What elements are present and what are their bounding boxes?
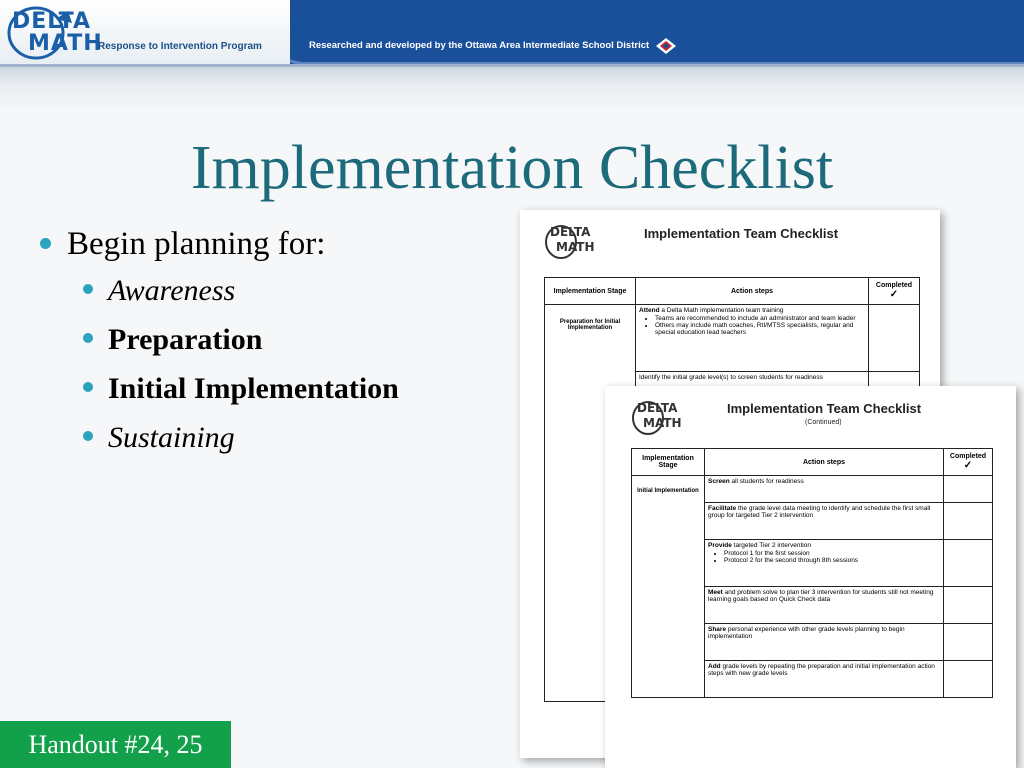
step-sublist (718, 550, 940, 564)
step-verb: Screen (708, 478, 730, 485)
bullet-main-text: Begin planning for: (67, 226, 326, 262)
step-text: a Delta Math implementation team training (661, 307, 784, 314)
step-text: the grade level data meeting to identify and schedule the first small group for targeted Tier 2 intervention (708, 505, 931, 519)
doc-logo-line2: MATH (643, 416, 682, 430)
step-cell (705, 587, 944, 624)
doc-logo-line1: DELTA (550, 225, 591, 239)
col-steps: Action steps (636, 278, 869, 305)
step-verb: Share (708, 626, 727, 633)
col-stage: Implementation Stage (545, 278, 636, 305)
step-subitem: • Others may include math coaches, RtI/MTSS specialists, regular and special education lead teachers (655, 322, 865, 336)
doc-logo (544, 222, 596, 262)
bullet-dot (40, 238, 51, 249)
doc-subtitle: (Continued) (805, 419, 842, 426)
bullet-main (38, 222, 508, 266)
step-verb: Attend (639, 307, 660, 314)
completed-cell (944, 476, 993, 503)
step-cell (705, 540, 944, 587)
step-cell (705, 476, 944, 503)
step-text: personal experience with other grade levels planning to begin implementation (708, 626, 905, 640)
step-subitem: • Teams are recommended to include an administrator and team leader (655, 315, 865, 322)
col-completed (944, 449, 993, 476)
bullet-item-text: Initial Implementation (108, 372, 399, 405)
col-steps: Action steps (705, 449, 944, 476)
bullet-item-preparation (38, 315, 508, 364)
bullet-item-text: Sustaining (108, 421, 235, 454)
bullet-dot (83, 431, 93, 441)
step-cell (705, 503, 944, 540)
handout-badge: Handout #24, 25 (0, 721, 231, 768)
slide-title: Implementation Checklist (190, 134, 834, 202)
col-completed-label: Completed (875, 282, 913, 289)
bullet-item-text: Preparation (108, 323, 263, 356)
col-stage: Implementation Stage (632, 449, 705, 476)
bullet-item-text: Awareness (108, 274, 236, 307)
step-verb: Facilitate (708, 505, 737, 512)
logo-area (0, 0, 290, 64)
step-text: all students for readiness (731, 478, 804, 485)
bullet-dot (83, 382, 93, 392)
step-verb: Meet (708, 589, 723, 596)
step-subitem: • Protocol 2 for the second through 8th sessions (724, 557, 940, 564)
step-verb: Add (708, 663, 721, 670)
completed-cell (944, 661, 993, 698)
step-verb: Provide (708, 542, 732, 549)
step-cell (636, 305, 869, 372)
checkmark-icon: ✓ (963, 460, 973, 471)
step-cell (705, 661, 944, 698)
step-text: Identify the initial grade level(s) to screen students for readiness (639, 374, 823, 381)
doc-logo-line1: DELTA (637, 401, 678, 415)
doc-title: Implementation Team Checklist (727, 401, 922, 416)
bullet-item-sustaining (38, 413, 508, 462)
completed-cell (944, 503, 993, 540)
bullet-list (38, 222, 508, 462)
doc-title: Implementation Team Checklist (644, 226, 839, 241)
step-text: targeted Tier 2 intervention (733, 542, 811, 549)
doc-logo-line2: MATH (556, 240, 595, 254)
col-completed (869, 278, 920, 305)
bullet-dot (83, 284, 93, 294)
checklist-table (631, 448, 993, 698)
stage-cell: Preparation for Initial Implementation (545, 305, 636, 702)
research-credit: Researched and developed by the Ottawa Area Intermediate School District (309, 40, 650, 51)
doc-logo (631, 398, 683, 438)
checklist-page-2 (605, 386, 1016, 768)
oaisd-logo-icon (654, 36, 678, 56)
step-cell (705, 624, 944, 661)
step-text: grade levels by repeating the preparation and initial implementation action steps with new grade levels (708, 663, 935, 677)
stage-cell: Initial Implementation (632, 476, 705, 698)
header-banner (0, 0, 1024, 112)
bullet-item-initial-implementation (38, 364, 508, 413)
completed-cell (944, 587, 993, 624)
bullet-item-awareness (38, 266, 508, 315)
step-subitem: • Protocol 1 for the first session (724, 550, 940, 557)
completed-cell (944, 540, 993, 587)
logo-line2: MATH (28, 31, 103, 56)
delta-math-logo (6, 5, 103, 59)
col-completed-label: Completed (949, 453, 987, 460)
completed-cell (869, 305, 920, 372)
logo-line1: DELTA (12, 9, 91, 34)
step-sublist (649, 315, 865, 336)
step-text: and problem solve to plan tier 3 intervention for students still not meeting learning goals based on Quick Check data (708, 589, 934, 603)
bullet-dot (83, 333, 93, 343)
program-subtitle: Response to Intervention Program (98, 41, 262, 52)
completed-cell (944, 624, 993, 661)
checkmark-icon: ✓ (889, 289, 899, 300)
